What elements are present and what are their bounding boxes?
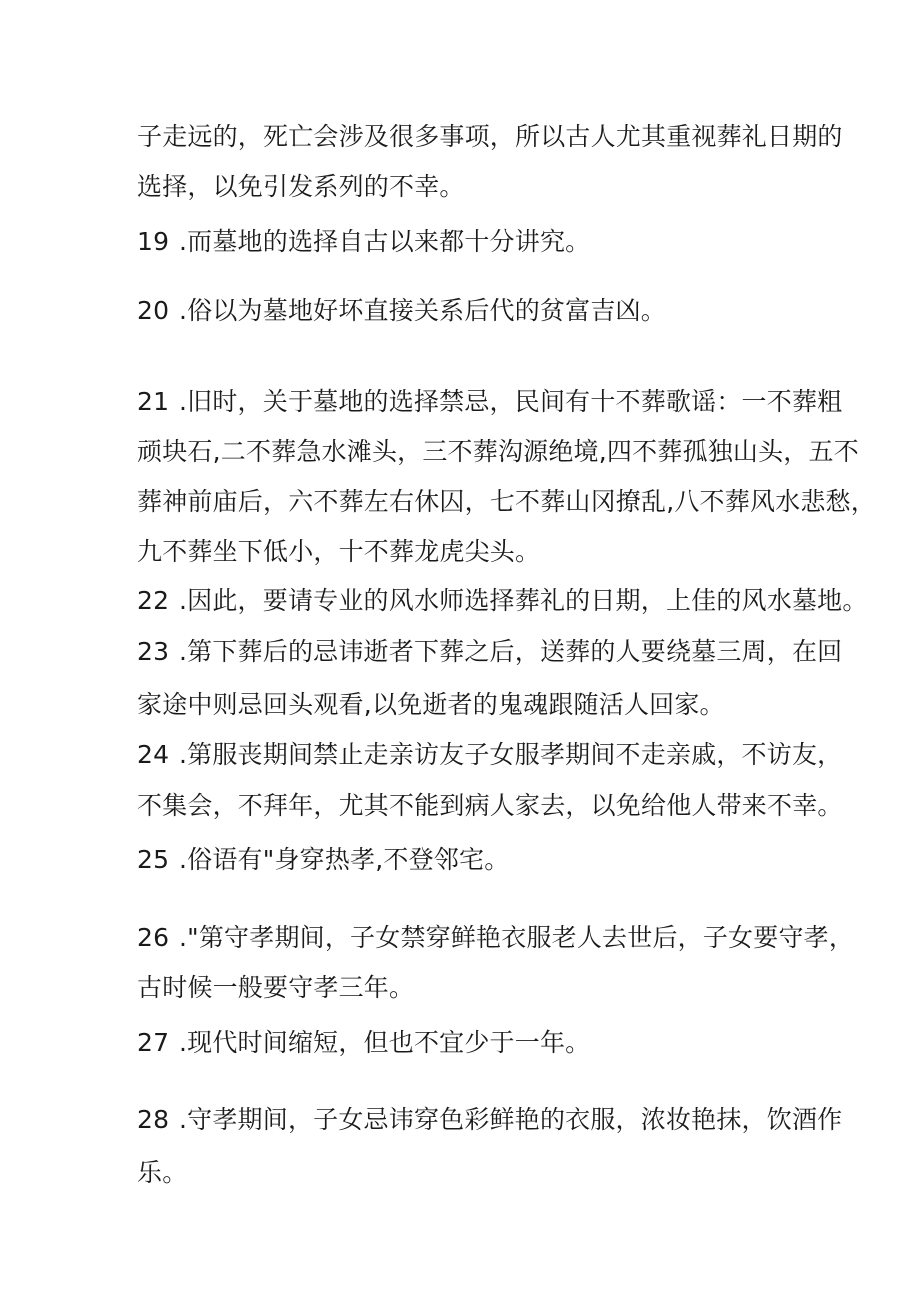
item-text: ."第守孝期间，子女禁穿鲜艳衣服老人去世后，子女要守孝， xyxy=(179,923,855,952)
list-item xyxy=(137,227,797,257)
item-text: .守孝期间，子女忌讳穿色彩鲜艳的衣服，浓妆艳抹，饮酒作 xyxy=(179,1105,843,1134)
item-text: .因此，要请专业的风水师选择葬礼的日期，上佳的风水墓地。 xyxy=(179,586,868,615)
item-text: .第下葬后的忌讳逝者下葬之后，送葬的人要绕墓三周，在回 xyxy=(179,637,843,666)
item-number: 24 xyxy=(137,740,170,769)
item-number: 22 xyxy=(137,586,170,615)
item-text: 古时候一般要守孝三年。 xyxy=(137,973,415,1002)
item-text: 九不葬坐下低小，十不葬龙虎尖头。 xyxy=(137,537,541,566)
item-text: 葬神前庙后，六不葬左右休囚，七不葬山冈撩乱,八不葬风水悲愁， xyxy=(137,487,876,516)
list-item xyxy=(137,586,868,616)
list-item xyxy=(137,637,843,667)
list-item xyxy=(137,1028,797,1058)
item-number: 26 xyxy=(137,923,170,952)
list-item xyxy=(137,1105,843,1135)
item-text: .旧时，关于墓地的选择禁忌，民间有十不葬歌谣：一不葬粗 xyxy=(179,387,843,416)
item-text: .现代时间缩短，但也不宜少于一年。 xyxy=(179,1028,591,1057)
list-item xyxy=(137,845,797,875)
item-text: 不集会，不拜年，尤其不能到病人家去，以免给他人带来不幸。 xyxy=(137,791,843,820)
item-text: .而墓地的选择自古以来都十分讲究。 xyxy=(179,227,591,256)
item-text: 乐。 xyxy=(137,1158,188,1187)
item-text: 家途中则忌回头观看,以免逝者的鬼魂跟随活人回家。 xyxy=(137,690,725,719)
intro-line: 选择，以免引发系列的不幸。 xyxy=(137,172,465,201)
item-text: .俗语有"身穿热孝,不登邻宅。 xyxy=(179,845,510,874)
item-number: 27 xyxy=(137,1028,170,1057)
item-number: 20 xyxy=(137,296,170,325)
item-number: 19 xyxy=(137,227,170,256)
item-number: 21 xyxy=(137,387,170,416)
list-item xyxy=(137,387,843,417)
item-text: .俗以为墓地好坏直接关系后代的贫富吉凶。 xyxy=(179,296,666,325)
list-item xyxy=(137,296,797,326)
item-number: 23 xyxy=(137,637,170,666)
item-number: 25 xyxy=(137,845,170,874)
item-text: 顽块石,二不葬急水滩头，三不葬沟源绝境,四不葬孤独山头，五不 xyxy=(137,437,859,466)
list-item xyxy=(137,923,855,953)
item-number: 28 xyxy=(137,1105,170,1134)
intro-line: 子走远的，死亡会涉及很多事项，所以古人尤其重视葬礼日期的 xyxy=(137,122,843,151)
item-text: .第服丧期间禁止走亲访友子女服孝期间不走亲戚，不访友， xyxy=(179,740,843,769)
list-item xyxy=(137,740,843,770)
